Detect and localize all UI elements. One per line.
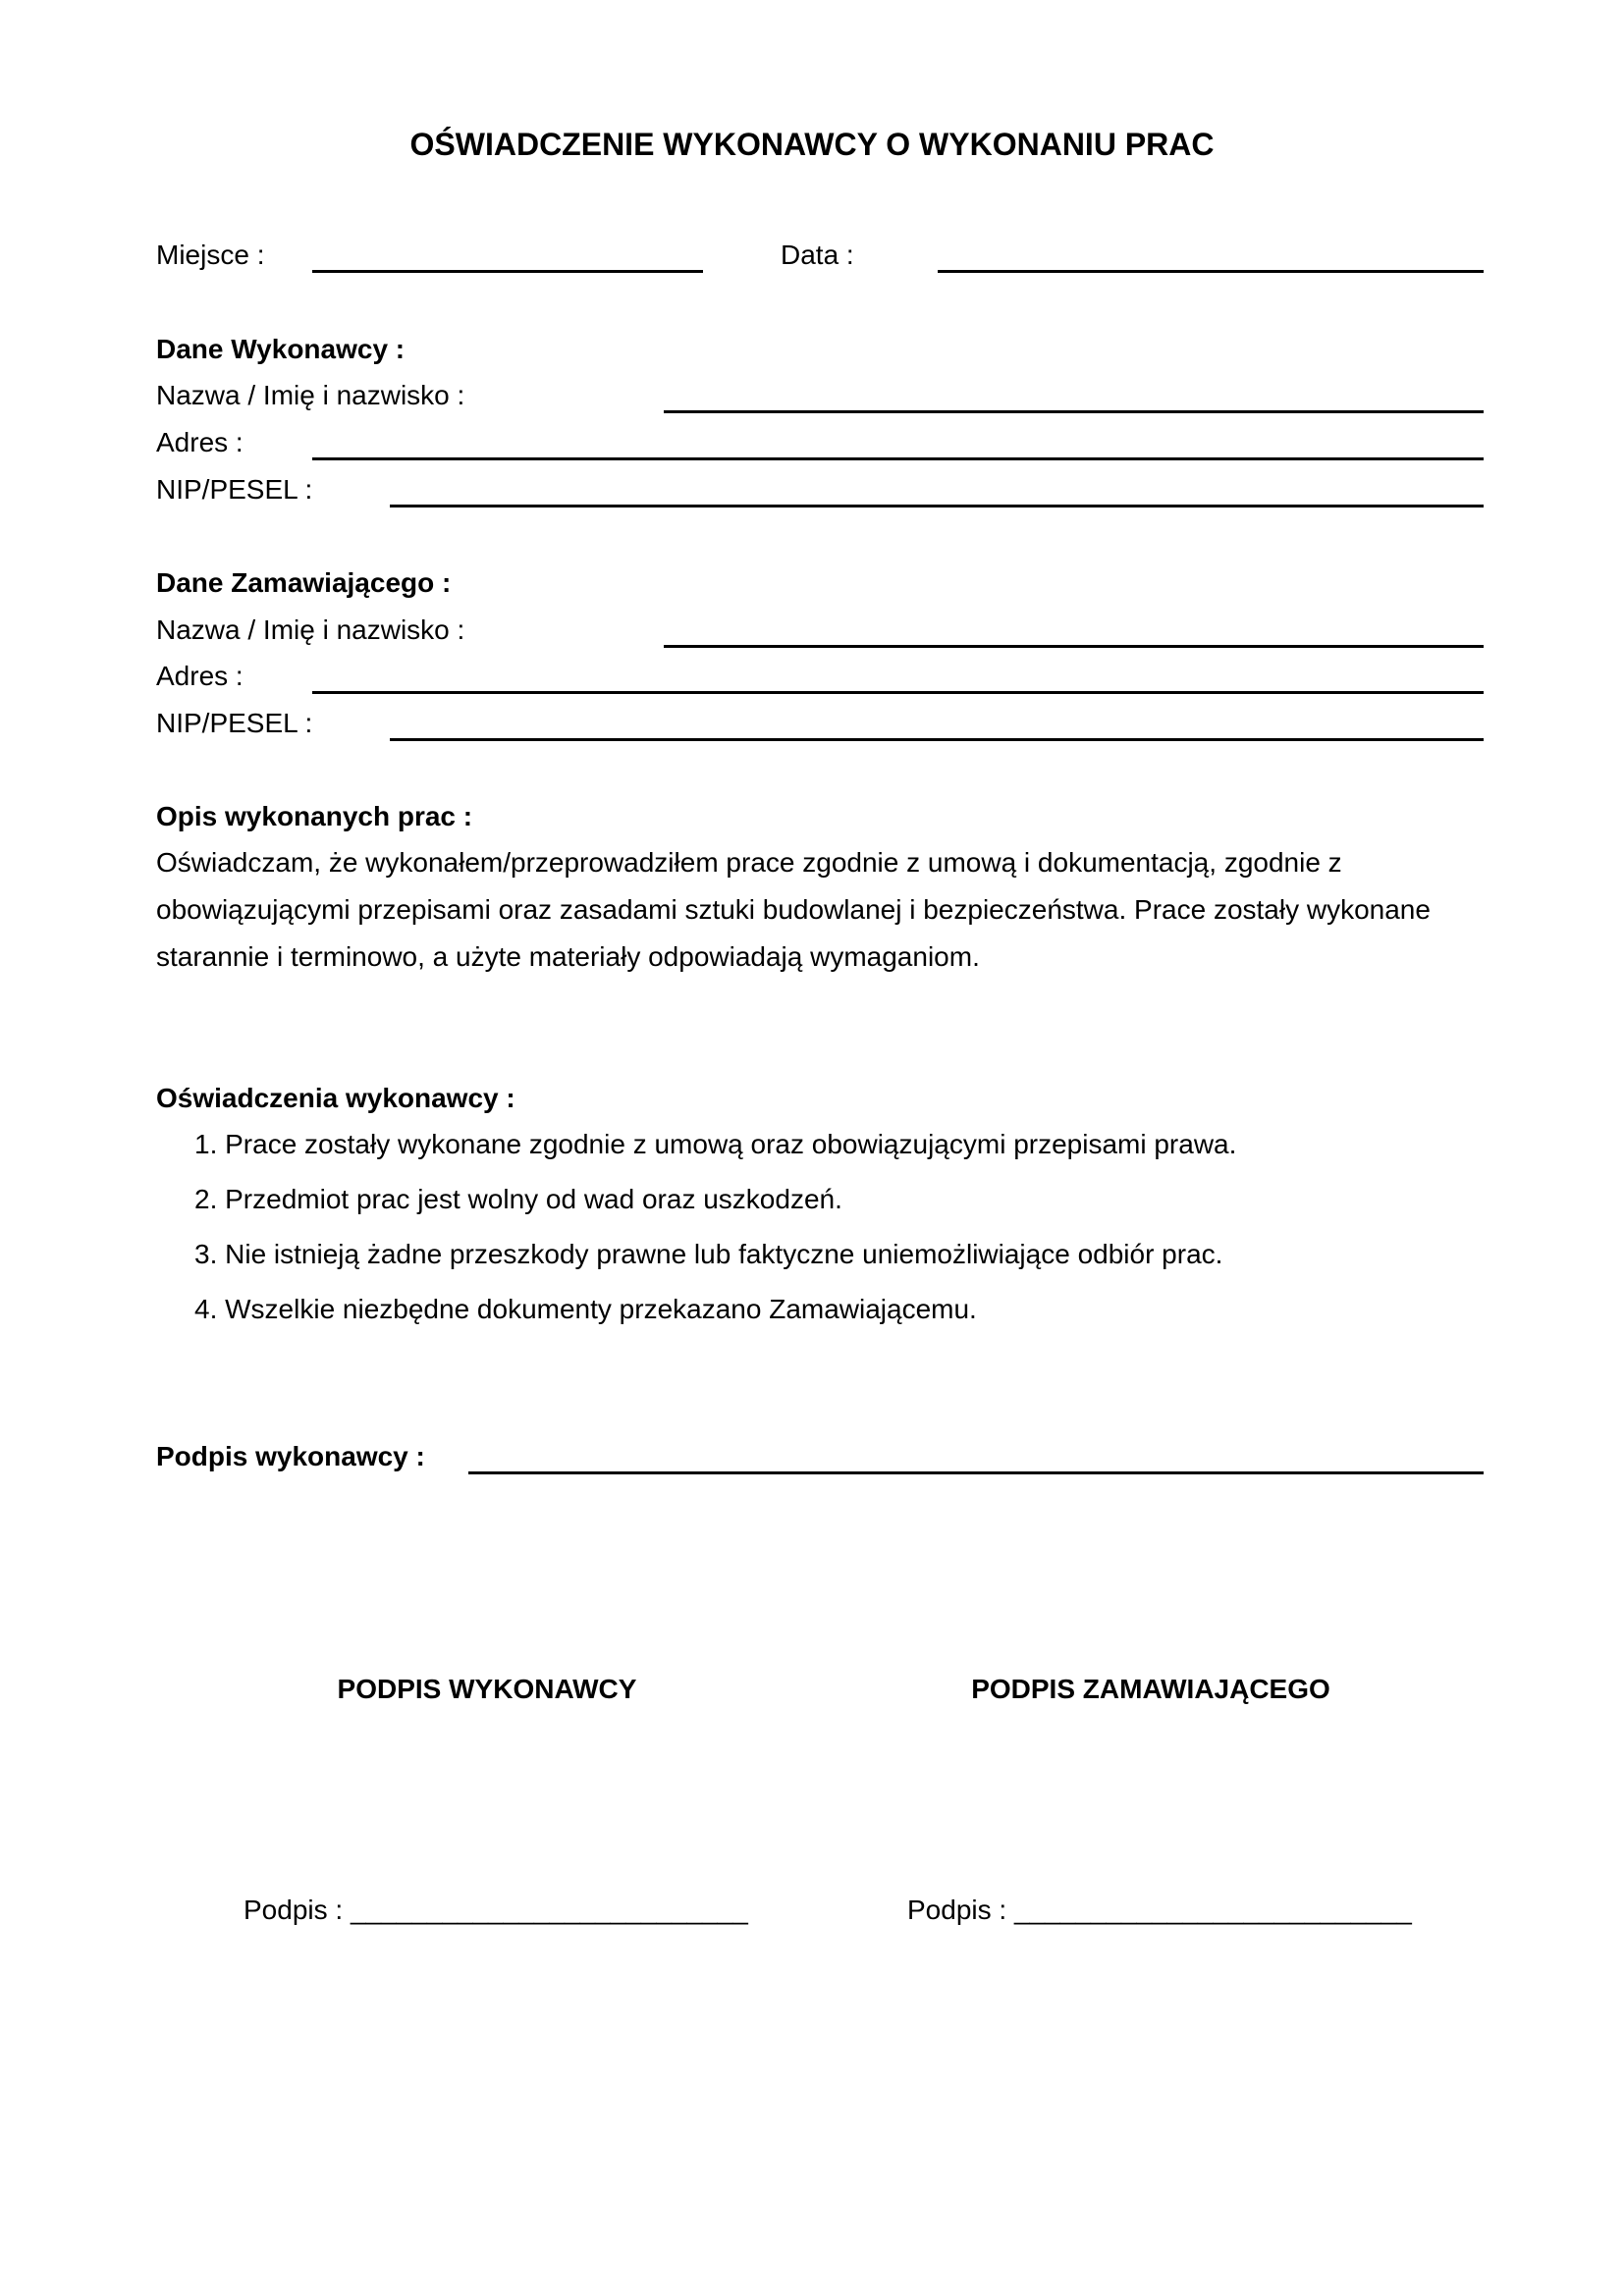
contractor-address-field[interactable] [312,457,1484,460]
client-address-label: Adres : [156,661,244,691]
statement-item: 4. Wszelkie niezbędne dokumenty przekazano Zamawiającemu. [194,1294,977,1324]
client-address-field[interactable] [312,691,1484,694]
date-field[interactable] [938,270,1484,273]
client-heading: Dane Zamawiającego : [156,567,452,598]
contractor-address-label: Adres : [156,427,244,457]
client-signature-line[interactable]: Podpis : __________________________ [907,1895,1412,1925]
description-line: obowiązującymi przepisami oraz zasadami sztuki budowlanej i bezpieczeństwa. Prace zostały wykonane [156,894,1431,925]
place-field[interactable] [312,270,703,273]
date-label: Data : [781,240,854,270]
client-name-field[interactable] [664,645,1484,648]
contractor-nip-label: NIP/PESEL : [156,474,313,505]
statement-item: 2. Przedmiot prac jest wolny od wad oraz uszkodzeń. [194,1184,842,1214]
client-nip-label: NIP/PESEL : [156,708,313,738]
client-nip-field[interactable] [390,738,1484,741]
description-line: Oświadczam, że wykonałem/przeprowadziłem prace zgodnie z umową i dokumentacją, zgodnie z [156,847,1342,878]
statements-heading: Oświadczenia wykonawcy : [156,1083,515,1113]
description-heading: Opis wykonanych prac : [156,801,473,831]
contractor-signature-line[interactable]: Podpis : __________________________ [244,1895,748,1925]
client-signature-heading: PODPIS ZAMAWIAJĄCEGO [971,1674,1330,1704]
contractor-signature-label: Podpis wykonawcy : [156,1441,425,1471]
description-paragraph [156,839,1491,981]
contractor-name-label: Nazwa / Imię i nazwisko : [156,380,465,410]
contractor-heading: Dane Wykonawcy : [156,334,406,364]
place-label: Miejsce : [156,240,265,270]
document-title: OŚWIADCZENIE WYKONAWCY O WYKONANIU PRAC [409,127,1215,162]
statement-item: 3. Nie istnieją żadne przeszkody prawne lub faktyczne uniemożliwiające odbiór prac. [194,1239,1223,1269]
contractor-name-field[interactable] [664,410,1484,413]
description-line: starannie i terminowo, a użyte materiały odpowiadają wymaganiom. [156,941,980,972]
contractor-nip-field[interactable] [390,505,1484,507]
contractor-signature-field[interactable] [468,1471,1484,1474]
statement-item: 1. Prace zostały wykonane zgodnie z umową oraz obowiązującymi przepisami prawa. [194,1129,1237,1159]
client-name-label: Nazwa / Imię i nazwisko : [156,614,465,645]
contractor-signature-heading: PODPIS WYKONAWCY [337,1674,637,1704]
